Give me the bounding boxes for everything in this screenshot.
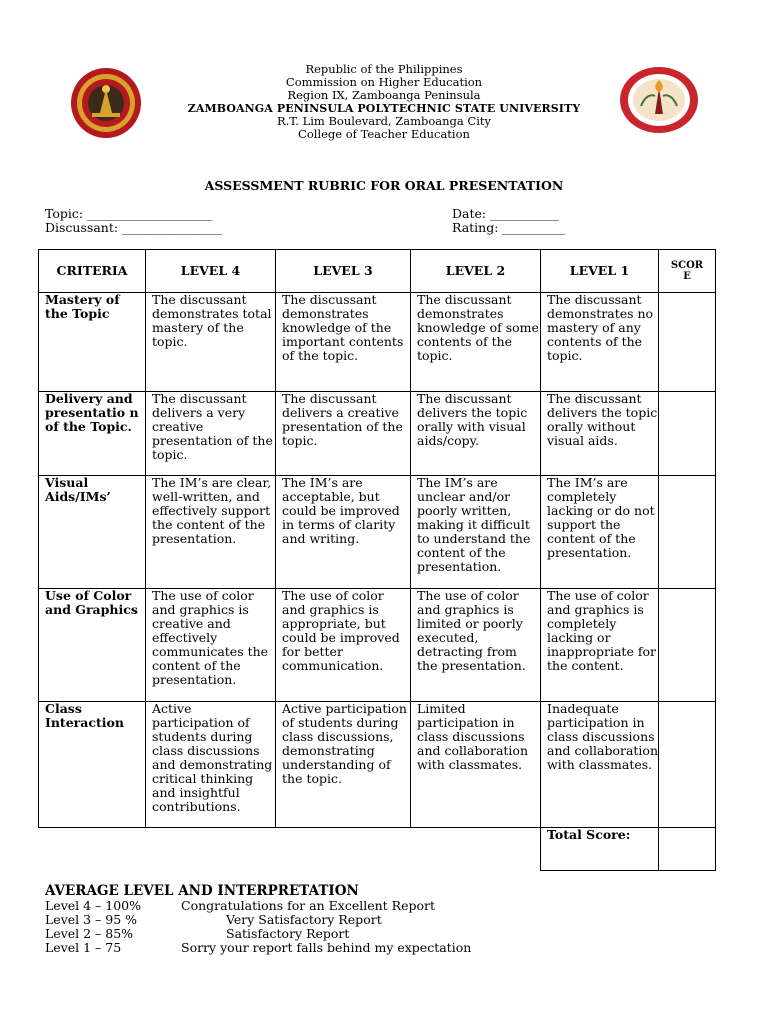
header-level-3: LEVEL 3 bbox=[276, 250, 411, 293]
rubric-cell: The IM’s are completely lacking or do not support the content of the presentation. bbox=[541, 476, 659, 589]
level-label: Level 3 – 95 % bbox=[45, 912, 138, 927]
rubric-cell: The IM’s are unclear and/or poorly written, making it difficult to understand the content of the presentation. bbox=[411, 476, 541, 589]
criteria-cell: Class Interaction bbox=[39, 702, 146, 828]
empty-cell bbox=[276, 828, 411, 871]
header-level-2: LEVEL 2 bbox=[411, 250, 541, 293]
date-field: Date: ___________ bbox=[452, 206, 559, 221]
total-score-label: Total Score: bbox=[541, 828, 659, 871]
rubric-cell: The use of color and graphics is appropriate, but could be improved for better communication. bbox=[276, 589, 411, 702]
rubric-cell: The discussant delivers a very creative presentation of the topic. bbox=[146, 392, 276, 476]
rubric-cell: The discussant demonstrates total mastery of the topic. bbox=[146, 293, 276, 392]
rubric-cell: The use of color and graphics is completely lacking or inappropriate for the content. bbox=[541, 589, 659, 702]
header-line-republic: Republic of the Philippines bbox=[305, 62, 463, 76]
rubric-cell: The use of color and graphics is creative and effectively communicates the content of the presentation. bbox=[146, 589, 276, 702]
rubric-table bbox=[38, 249, 716, 871]
table-row bbox=[39, 476, 716, 589]
list-item bbox=[45, 927, 359, 941]
rating-field: Rating: __________ bbox=[452, 220, 565, 235]
table-row bbox=[39, 702, 716, 828]
header-line-region: Region IX, Zamboanga Peninsula bbox=[287, 88, 481, 102]
document-header bbox=[0, 63, 768, 141]
empty-cell bbox=[39, 828, 146, 871]
criteria-cell: Use of Color and Graphics bbox=[39, 589, 146, 702]
score-cell[interactable] bbox=[659, 476, 716, 589]
rubric-cell: The use of color and graphics is limited or poorly executed, detracting from the presentation. bbox=[411, 589, 541, 702]
empty-cell bbox=[411, 828, 541, 871]
header-college: College of Teacher Education bbox=[298, 127, 470, 141]
header-address: R.T. Lim Boulevard, Zamboanga City bbox=[276, 114, 492, 128]
rubric-cell: The IM’s are clear, well-written, and effectively support the content of the presentation. bbox=[146, 476, 276, 589]
table-row bbox=[39, 589, 716, 702]
interpretation-text: Congratulations for an Excellent Report bbox=[181, 898, 436, 913]
meta-left bbox=[45, 207, 222, 235]
criteria-cell: Delivery and presentatio n of the Topic. bbox=[39, 392, 146, 476]
table-header-row bbox=[39, 250, 716, 293]
average-section bbox=[45, 883, 472, 955]
meta-right bbox=[452, 207, 565, 235]
rubric-cell: Active participation of students during class discussions and demonstrating critical thinking and insightful contributions. bbox=[146, 702, 276, 828]
rubric-cell: The discussant demonstrates no mastery of any contents of the topic. bbox=[541, 293, 659, 392]
score-cell[interactable] bbox=[659, 293, 716, 392]
topic-field: Topic: ____________________ bbox=[45, 206, 213, 221]
total-score-cell[interactable] bbox=[659, 828, 716, 871]
level-label: Level 4 – 100% bbox=[45, 898, 142, 913]
interpretation-text: Satisfactory Report bbox=[226, 926, 350, 941]
header-level-4: LEVEL 4 bbox=[146, 250, 276, 293]
score-cell[interactable] bbox=[659, 589, 716, 702]
interpretation-text: Very Satisfactory Report bbox=[226, 912, 382, 927]
header-level-1: LEVEL 1 bbox=[541, 250, 659, 293]
average-title: AVERAGE LEVEL AND INTERPRETATION bbox=[45, 883, 359, 899]
rubric-cell: The IM’s are acceptable, but could be improved in terms of clarity and writing. bbox=[276, 476, 411, 589]
header-criteria: CRITERIA bbox=[39, 250, 146, 293]
score-cell[interactable] bbox=[659, 392, 716, 476]
discussant-field: Discussant: ________________ bbox=[45, 220, 223, 235]
header-line-commission: Commission on Higher Education bbox=[285, 75, 483, 89]
rubric-cell: The discussant delivers the topic orally with visual aids/copy. bbox=[411, 392, 541, 476]
table-row bbox=[39, 392, 716, 476]
rubric-cell: The discussant demonstrates knowledge of the important contents of the topic. bbox=[276, 293, 411, 392]
score-cell[interactable] bbox=[659, 702, 716, 828]
level-label: Level 1 – 75 bbox=[45, 940, 122, 955]
list-item bbox=[45, 898, 436, 913]
rubric-cell: The discussant delivers a creative presentation of the topic. bbox=[276, 392, 411, 476]
rubric-cell: The discussant demonstrates knowledge of some contents of the topic. bbox=[411, 293, 541, 392]
criteria-cell: Mastery of the Topic bbox=[39, 293, 146, 392]
list-item bbox=[45, 940, 472, 955]
header-university-name: ZAMBOANGA PENINSULA POLYTECHNIC STATE UNIVERSITY bbox=[187, 102, 581, 115]
rubric-cell: Inadequate participation in class discussions and collaboration with classmates. bbox=[541, 702, 659, 828]
interpretation-text: Sorry your report falls behind my expectation bbox=[181, 940, 472, 955]
table-row bbox=[39, 293, 716, 392]
document-title: ASSESSMENT RUBRIC FOR ORAL PRESENTATION bbox=[204, 178, 564, 193]
header-score bbox=[659, 250, 716, 293]
total-score-row bbox=[39, 828, 716, 871]
rubric-cell: The discussant delivers the topic orally without visual aids. bbox=[541, 392, 659, 476]
rubric-cell: Active participation of students during class discussions, demonstrating understanding of the topic. bbox=[276, 702, 411, 828]
level-label: Level 2 – 85% bbox=[45, 926, 134, 941]
header-score-line1: SCOR bbox=[670, 260, 704, 271]
empty-cell bbox=[146, 828, 276, 871]
list-item bbox=[45, 912, 382, 927]
criteria-cell: Visual Aids/IMs’ bbox=[39, 476, 146, 589]
rubric-cell: Limited participation in class discussions and collaboration with classmates. bbox=[411, 702, 541, 828]
header-score-line2: E bbox=[683, 271, 691, 282]
